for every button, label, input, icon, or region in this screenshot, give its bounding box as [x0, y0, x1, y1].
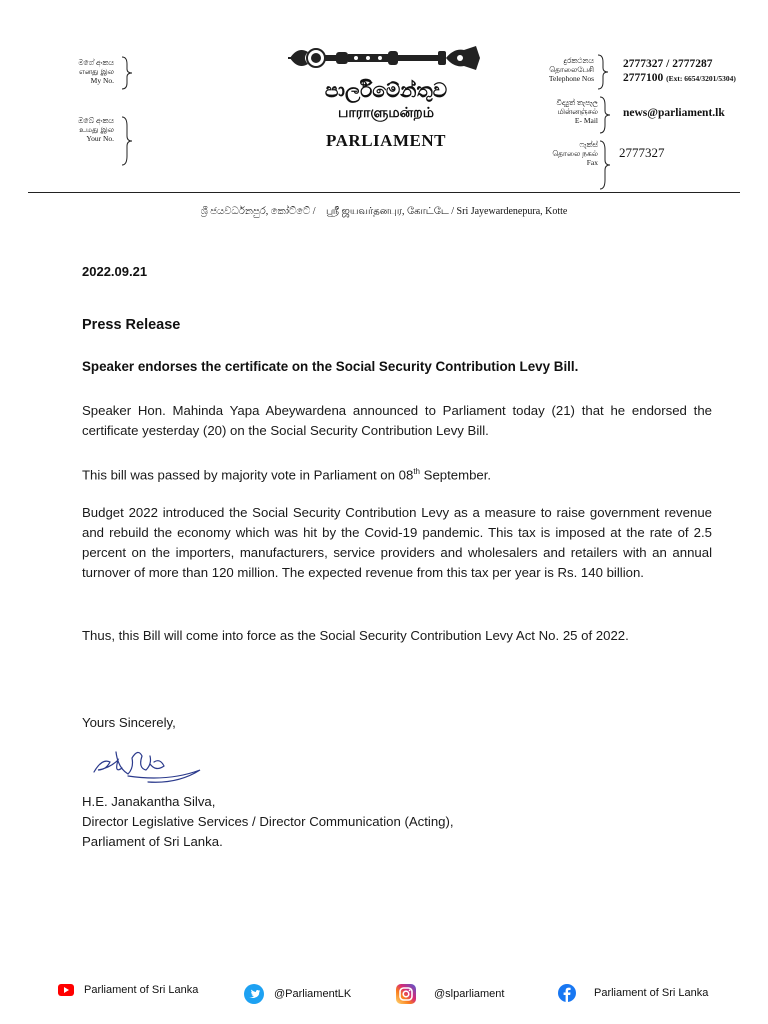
- twitter-icon: [244, 984, 264, 1004]
- title-english: PARLIAMENT: [326, 131, 446, 150]
- email-brace: [598, 96, 612, 134]
- paragraph-2: This bill was passed by majority vote in Parliament on 08th September.: [82, 467, 492, 483]
- footer-youtube-label: Parliament of Sri Lanka: [84, 984, 199, 996]
- title-tamil: பாராளுமன்றம்: [338, 106, 434, 121]
- closing-line: Yours Sincerely,: [82, 715, 176, 730]
- my-no-brace: [120, 56, 134, 90]
- press-release-heading: Press Release: [82, 317, 181, 333]
- title-sinhala: පාර්ලිමේන්තුව: [324, 80, 448, 102]
- email-label: විද්‍යුත් තැපෑල மின்னஞ்சல் E- Mail: [556, 98, 598, 125]
- signer-title: Director Legislative Services / Director Communication (Acting),: [82, 814, 454, 829]
- youtube-icon: [58, 984, 74, 996]
- telephone-extensions: (Ext: 6654/3201/5304): [666, 74, 736, 83]
- fax-number: 2777327: [619, 145, 665, 160]
- signer-organization: Parliament of Sri Lanka.: [82, 834, 223, 849]
- email-address[interactable]: news@parliament.lk: [623, 107, 725, 119]
- your-no-brace: [120, 116, 134, 166]
- signature-image: [88, 738, 206, 786]
- letter-date: 2022.09.21: [82, 264, 148, 279]
- footer-instagram-label: @slparliament: [434, 988, 505, 1000]
- paragraph-1: Speaker Hon. Mahinda Yapa Abeywardena announced to Parliament today (21) that he endorsed the certificate yesterday (20) on the Social Security Contribution Levy Bill.: [82, 403, 712, 438]
- signer-name: H.E. Janakantha Silva,: [82, 794, 216, 809]
- telephone-brace: [596, 54, 610, 90]
- telephone-line-1: 2777327 / 2777287: [623, 58, 713, 70]
- mace-emblem-icon: [284, 40, 486, 76]
- fax-brace: [598, 140, 612, 190]
- fax-label: ෆැක්ස් தொலை நகல் Fax: [552, 140, 598, 167]
- your-no-label: ඔබේ අංකය உமது இல Your No.: [78, 116, 114, 143]
- address-line: ශ්‍රී ජයවර්ධනපුර, කෝට්ටේ / ஸ்ரீ ஜயவர்தனபுர, கோட்டே / Sri Jayewardenepura, Kotte: [200, 206, 568, 217]
- footer-facebook-label: Parliament of Sri Lanka: [594, 987, 709, 999]
- telephone-line-2: 2777100 (Ext: 6654/3201/5304): [623, 72, 736, 84]
- my-no-label: මගේ අංකය எனது இல My No.: [78, 58, 114, 85]
- footer-instagram[interactable]: [396, 984, 504, 1004]
- footer-twitter-label: @ParliamentLK: [274, 988, 352, 1000]
- header-divider: [28, 192, 740, 193]
- paragraph-3: Budget 2022 introduced the Social Security Contribution Levy as a measure to raise government revenue and rebuild the economy which was hit by the Covid-19 pandemic. This tax is imposed at the rate of 2.5 percent on the importers, manufacturers, service providers and wholesalers and retailers with an annual turnover of more than 120 million. The expected revenue from this tax per year is Rs. 140 billion.: [82, 505, 712, 580]
- footer-youtube[interactable]: [58, 984, 198, 996]
- telephone-label: දුරකථනය தொலைபேசி Telephone Nos: [548, 56, 594, 83]
- subject-line: Speaker endorses the certificate on the Social Security Contribution Levy Bill.: [82, 359, 579, 374]
- facebook-icon: [558, 984, 576, 1002]
- signature-block: [82, 792, 454, 852]
- instagram-icon: [396, 984, 416, 1004]
- footer-twitter[interactable]: [244, 984, 351, 1004]
- paragraph-4: Thus, this Bill will come into force as the Social Security Contribution Levy Act No. 25 of 2022.: [82, 628, 629, 643]
- footer-facebook[interactable]: [558, 984, 708, 1002]
